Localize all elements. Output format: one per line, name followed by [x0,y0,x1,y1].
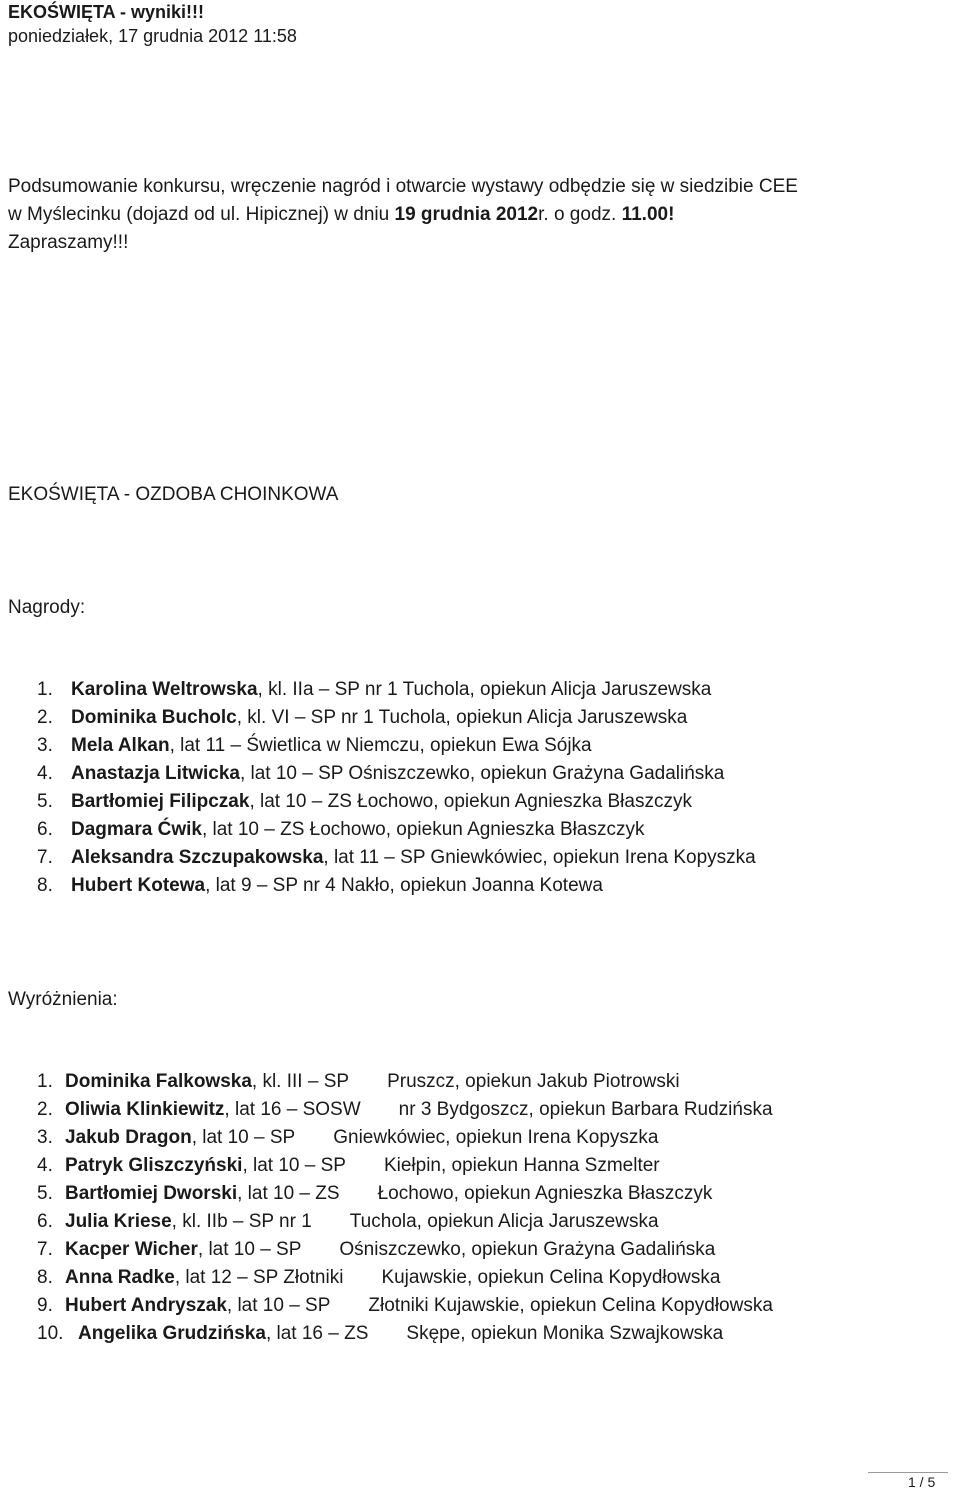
item-number: 7. [37,1239,53,1260]
winner-details: , lat 10 – ZS Łochowo, opiekun Agnieszka Błaszczyk [201,819,645,840]
winner-name: Dagmara Ćwik [71,819,202,840]
winner-name: Bartłomiej Filipczak [71,791,250,812]
list-item [37,788,756,816]
contest-title: EKOŚWIĘTA - OZDOBA CHOINKOWA [8,484,339,505]
item-number: 5. [37,1183,53,1204]
awardee-name: Hubert Andryszak [65,1295,227,1316]
winner-details: , kl. VI – SP nr 1 Tuchola, opiekun Alicja Jaruszewska [236,707,688,728]
page-header [8,0,297,48]
winner-name: Aleksandra Szczupakowska [71,847,324,868]
intro-line-1: Podsumowanie konkursu, wręczenie nagród i otwarcie wystawy odbędzie się w siedzibie CEE [8,176,798,197]
awardee-details: Skępe, opiekun Monika Szwajkowska [406,1323,724,1344]
winner-details: , lat 9 – SP nr 4 Nakło, opiekun Joanna Kotewa [205,875,603,896]
awardee-info: , kl. III – SP [251,1071,350,1092]
awardee-details: Łochowo, opiekun Agnieszka Błaszczyk [377,1183,713,1204]
awardee-info: , kl. IIb – SP nr 1 [171,1211,312,1232]
item-number: 1. [37,679,53,700]
awardee-info: , lat 10 – SP [242,1155,346,1176]
awardee-name: Kacper Wicher [65,1239,198,1260]
item-number: 8. [37,1267,53,1288]
winner-name: Anastazja Litwicka [71,763,240,784]
list-item [37,816,756,844]
winner-name: Dominika Bucholc [71,707,237,728]
winner-name: Hubert Kotewa [71,875,206,896]
list-item [37,1264,773,1292]
winner-details: , lat 10 – SP Ośniszczewko, opiekun Grażyna Gadalińska [239,763,725,784]
list-item [37,844,756,872]
item-number: 1. [37,1071,53,1092]
item-number: 6. [37,819,53,840]
awardee-details: nr 3 Bydgoszcz, opiekun Barbara Rudzińska [398,1099,773,1120]
awardee-name: Oliwia Klinkiewitz [65,1099,225,1120]
awardee-details: Pruszcz, opiekun Jakub Piotrowski [387,1071,680,1092]
awardee-name: Anna Radke [65,1267,175,1288]
footer-divider [868,1472,948,1473]
publish-date: poniedziałek, 17 grudnia 2012 11:58 [8,26,297,46]
awardee-info: , lat 10 – SP [226,1295,331,1316]
list-item [37,1320,773,1348]
intro-line-2 [8,201,948,229]
page-title: EKOŚWIĘTA - wyniki!!! [8,2,204,22]
item-number: 4. [37,763,53,784]
item-number: 7. [37,847,53,868]
awardee-name: Jakub Dragon [65,1127,192,1148]
awardee-info: , lat 16 – SOSW [224,1099,361,1120]
awardee-info: , lat 10 – ZS [237,1183,340,1204]
list-item [37,872,756,900]
list-item [37,1208,773,1236]
awards-heading: Wyróżnienia: [8,989,118,1010]
item-number: 6. [37,1211,53,1232]
intro-line-3: Zapraszamy!!! [8,232,129,253]
awardee-name: Julia Kriese [65,1211,172,1232]
winner-details: , kl. IIa – SP nr 1 Tuchola, opiekun Alicja Jaruszewska [257,679,712,700]
list-item [37,1180,773,1208]
winner-name: Mela Alkan [71,735,170,756]
awardee-details: Tuchola, opiekun Alicja Jaruszewska [349,1211,659,1232]
list-item [37,704,756,732]
awardee-info: , lat 10 – SP [197,1239,302,1260]
list-item [37,760,756,788]
intro-text: w Myślecinku (dojazd od ul. Hipicznej) w dniu [8,204,395,225]
item-number: 3. [37,1127,53,1148]
item-number: 9. [37,1295,53,1316]
item-number: 2. [37,1099,53,1120]
page-number: 1 / 5 [908,1474,936,1490]
list-item [37,1292,773,1320]
intro-time-bold: 11.00! [621,204,675,225]
awardee-details: Kiełpin, opiekun Hanna Szmelter [383,1155,660,1176]
awardee-info: , lat 10 – SP [191,1127,296,1148]
list-item [37,1124,773,1152]
awardee-details: Złotniki Kujawskie, opiekun Celina Kopydłowska [368,1295,773,1316]
awardee-details: Kujawskie, opiekun Celina Kopydłowska [381,1267,721,1288]
winner-details: , lat 11 – Świetlica w Niemczu, opiekun Ewa Sójka [169,735,592,756]
list-item [37,1096,773,1124]
list-item [37,1236,773,1264]
item-number: 4. [37,1155,53,1176]
prizes-list [37,676,756,900]
list-item [37,1152,773,1180]
awards-list [37,1068,773,1348]
awardee-details: Gniewkówiec, opiekun Irena Kopyszka [333,1127,659,1148]
winner-details: , lat 10 – ZS Łochowo, opiekun Agnieszka Błaszczyk [249,791,692,812]
awardee-info: , lat 16 – ZS [265,1323,369,1344]
intro-date-bold: 19 grudnia 2012 [394,204,539,225]
prizes-heading: Nagrody: [8,597,86,618]
list-item [37,732,756,760]
item-number: 5. [37,791,53,812]
item-number: 10. [37,1323,64,1344]
intro-paragraph [8,173,948,257]
winner-name: Karolina Weltrowska [71,679,258,700]
awardee-name: Bartłomiej Dworski [65,1183,238,1204]
intro-text: r. o godz. [538,204,622,225]
awardee-name: Patryk Gliszczyński [65,1155,243,1176]
item-number: 3. [37,735,53,756]
awardee-name: Dominika Falkowska [65,1071,252,1092]
winner-details: , lat 11 – SP Gniewkówiec, opiekun Irena Kopyszka [323,847,756,868]
awardee-name: Angelika Grudzińska [78,1323,266,1344]
awardee-info: , lat 12 – SP Złotniki [174,1267,344,1288]
item-number: 2. [37,707,53,728]
awardee-details: Ośniszczewko, opiekun Grażyna Gadalińska [339,1239,716,1260]
list-item [37,1068,773,1096]
item-number: 8. [37,875,53,896]
list-item [37,676,756,704]
